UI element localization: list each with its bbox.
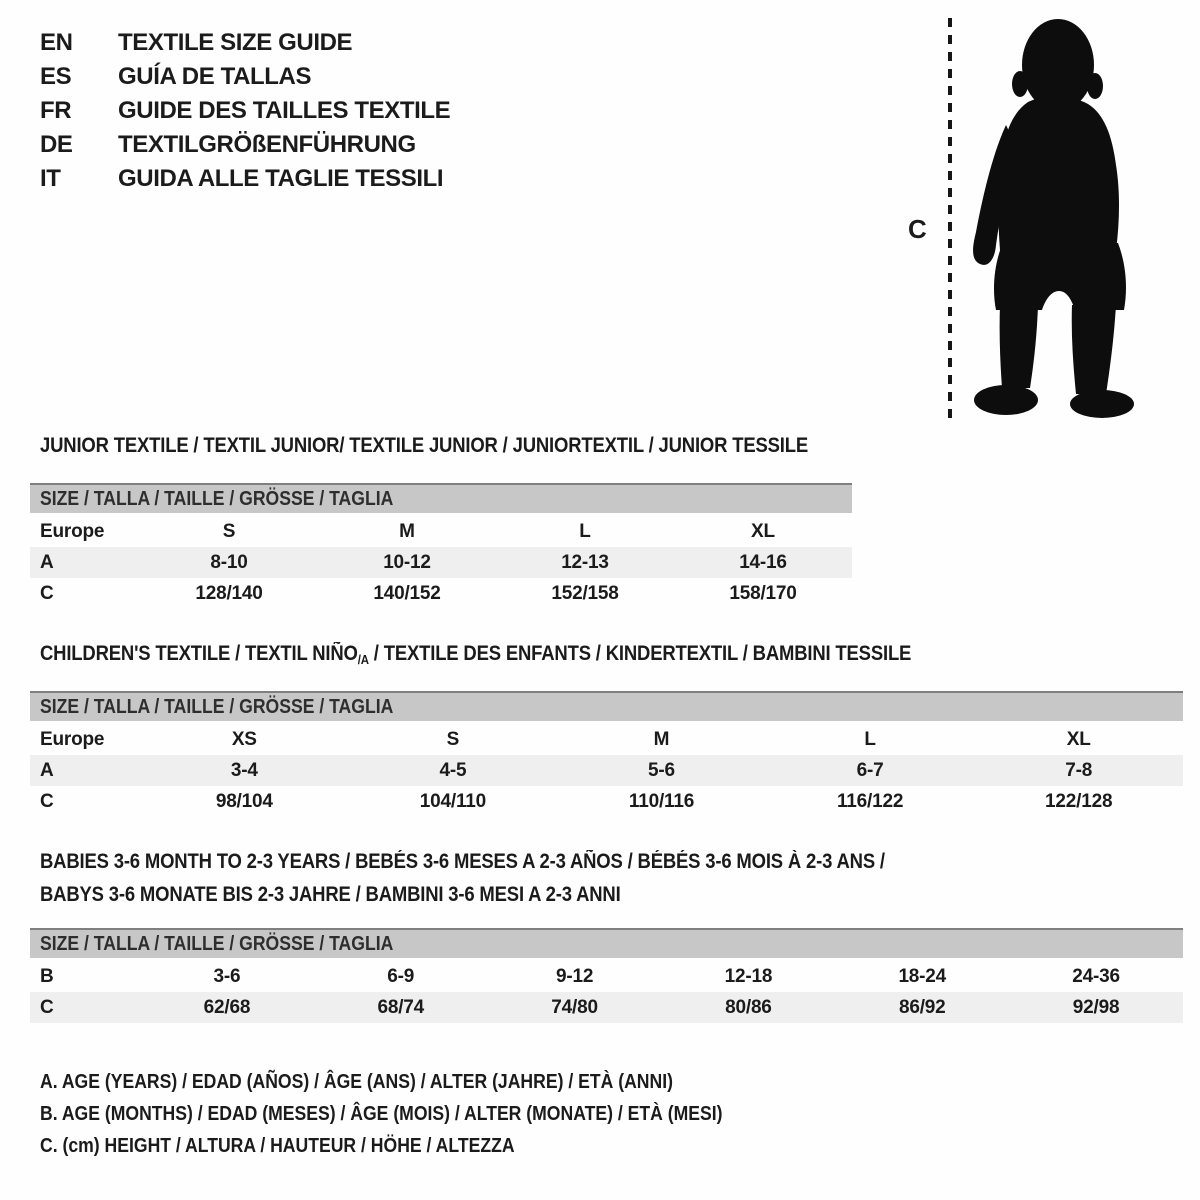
value-cell: 6-9 xyxy=(387,965,415,987)
children-size-table xyxy=(30,691,1183,817)
lang-row-de xyxy=(40,128,450,162)
size-cell: M xyxy=(653,728,670,750)
row-label: Europe xyxy=(40,728,105,750)
table-row-age xyxy=(30,755,1183,786)
measure-legend xyxy=(40,1066,816,1162)
size-cell: L xyxy=(864,728,876,750)
children-section-title: CHILDREN'S TEXTILE / TEXTIL NIÑO/A / TEXTILE DES ENFANTS / KINDERTEXTIL / BAMBINI TESSILE xyxy=(40,642,912,667)
value-cell: 24-36 xyxy=(1072,965,1120,987)
legend-height: C. (cm) HEIGHT / ALTURA / HAUTEUR / HÖHE / ALTEZZA xyxy=(40,1135,515,1157)
lang-code: ES xyxy=(40,63,72,90)
babies-section-title-line2: BABYS 3-6 MONATE BIS 2-3 JAHRE / BAMBINI 3-6 MESI A 2-3 ANNI xyxy=(40,883,621,906)
value-cell: 152/158 xyxy=(551,582,619,604)
value-cell: 86/92 xyxy=(898,996,946,1018)
lang-code: FR xyxy=(40,97,72,124)
size-cell: M xyxy=(399,520,415,542)
table-row-age xyxy=(30,547,852,578)
size-cell: XL xyxy=(751,520,775,542)
guide-title: GUIDA ALLE TAGLIE TESSILI xyxy=(118,165,444,192)
size-cell: S xyxy=(222,520,236,542)
lang-row-it xyxy=(40,162,450,196)
size-header-bar: SIZE / TALLA / TAILLE / GRÖSSE / TAGLIA xyxy=(30,483,852,513)
row-label: C xyxy=(40,582,54,604)
value-cell: 140/152 xyxy=(373,582,441,604)
toddler-silhouette-icon xyxy=(958,10,1150,422)
lang-row-es xyxy=(40,60,450,94)
row-label: C xyxy=(40,790,54,812)
row-label: B xyxy=(40,965,54,987)
value-cell: 8-10 xyxy=(210,551,248,573)
row-label: Europe xyxy=(40,520,105,542)
value-cell: 80/86 xyxy=(725,996,772,1018)
guide-title: GUÍA DE TALLAS xyxy=(118,63,312,90)
table-row-height xyxy=(30,992,1183,1023)
value-cell: 4-5 xyxy=(439,759,467,781)
value-cell: 68/74 xyxy=(377,996,425,1018)
lang-row-fr xyxy=(40,94,450,128)
babies-section-title-line1: BABIES 3-6 MONTH TO 2-3 YEARS / BEBÉS 3-6 MESES A 2-3 AÑOS / BÉBÉS 3-6 MOIS À 2-3 ANS / xyxy=(40,850,885,873)
value-cell: 9-12 xyxy=(555,965,594,987)
lang-code: IT xyxy=(40,165,61,192)
value-cell: 10-12 xyxy=(383,551,431,573)
size-header-bar: SIZE / TALLA / TAILLE / GRÖSSE / TAGLIA xyxy=(30,691,1183,721)
table-row-height xyxy=(30,786,1183,817)
legend-age-months: B. AGE (MONTHS) / EDAD (MESES) / ÂGE (MOIS) / ALTER (MONATE) / ETÀ (MESI) xyxy=(40,1103,723,1125)
value-cell: 3-6 xyxy=(213,965,241,987)
size-cell: XS xyxy=(231,728,257,750)
value-cell: 98/104 xyxy=(215,790,273,812)
value-cell: 6-7 xyxy=(856,759,884,781)
junior-size-table xyxy=(30,483,852,609)
guide-title: TEXTILGRÖßENFÜHRUNG xyxy=(118,131,416,158)
size-header-bar: SIZE / TALLA / TAILLE / GRÖSSE / TAGLIA xyxy=(30,928,1183,958)
row-label: A xyxy=(40,551,54,573)
lang-code: EN xyxy=(40,29,73,56)
value-cell: 12-18 xyxy=(724,965,773,987)
value-cell: 92/98 xyxy=(1072,996,1120,1018)
guide-title: TEXTILE SIZE GUIDE xyxy=(118,29,353,56)
value-cell: 74/80 xyxy=(551,996,598,1018)
language-title-list xyxy=(40,26,450,196)
size-cell: S xyxy=(446,728,460,750)
size-cell: XL xyxy=(1066,728,1091,750)
value-cell: 128/140 xyxy=(195,582,263,604)
value-cell: 12-13 xyxy=(561,551,609,573)
table-row-height xyxy=(30,578,852,609)
value-cell: 110/116 xyxy=(628,790,695,812)
value-cell: 116/122 xyxy=(836,790,904,812)
table-row-sizes xyxy=(30,724,1183,755)
row-label: C xyxy=(40,996,54,1018)
value-cell: 5-6 xyxy=(648,759,675,781)
lang-code: DE xyxy=(40,131,73,158)
value-cell: 3-4 xyxy=(230,759,258,781)
guide-title: GUIDE DES TAILLES TEXTILE xyxy=(118,97,451,124)
height-measure-dashed-line xyxy=(948,18,952,418)
babies-size-table xyxy=(30,928,1183,1023)
value-cell: 14-16 xyxy=(739,551,787,573)
legend-age-years: A. AGE (YEARS) / EDAD (AÑOS) / ÂGE (ANS) / ALTER (JAHRE) / ETÀ (ANNI) xyxy=(40,1071,673,1093)
lang-row-en xyxy=(40,26,450,60)
table-row-sizes xyxy=(30,516,852,547)
height-measure-label: C xyxy=(908,214,927,244)
value-cell: 7-8 xyxy=(1065,759,1093,781)
value-cell: 158/170 xyxy=(729,582,797,604)
table-row-age-months xyxy=(30,961,1183,992)
value-cell: 122/128 xyxy=(1045,790,1113,812)
value-cell: 62/68 xyxy=(203,996,251,1018)
junior-section-title: JUNIOR TEXTILE / TEXTIL JUNIOR/ TEXTILE JUNIOR / JUNIORTEXTIL / JUNIOR TESSILE xyxy=(40,434,809,457)
value-cell: 104/110 xyxy=(419,790,486,812)
size-cell: L xyxy=(579,520,591,542)
value-cell: 18-24 xyxy=(898,965,947,987)
row-label: A xyxy=(40,759,54,781)
